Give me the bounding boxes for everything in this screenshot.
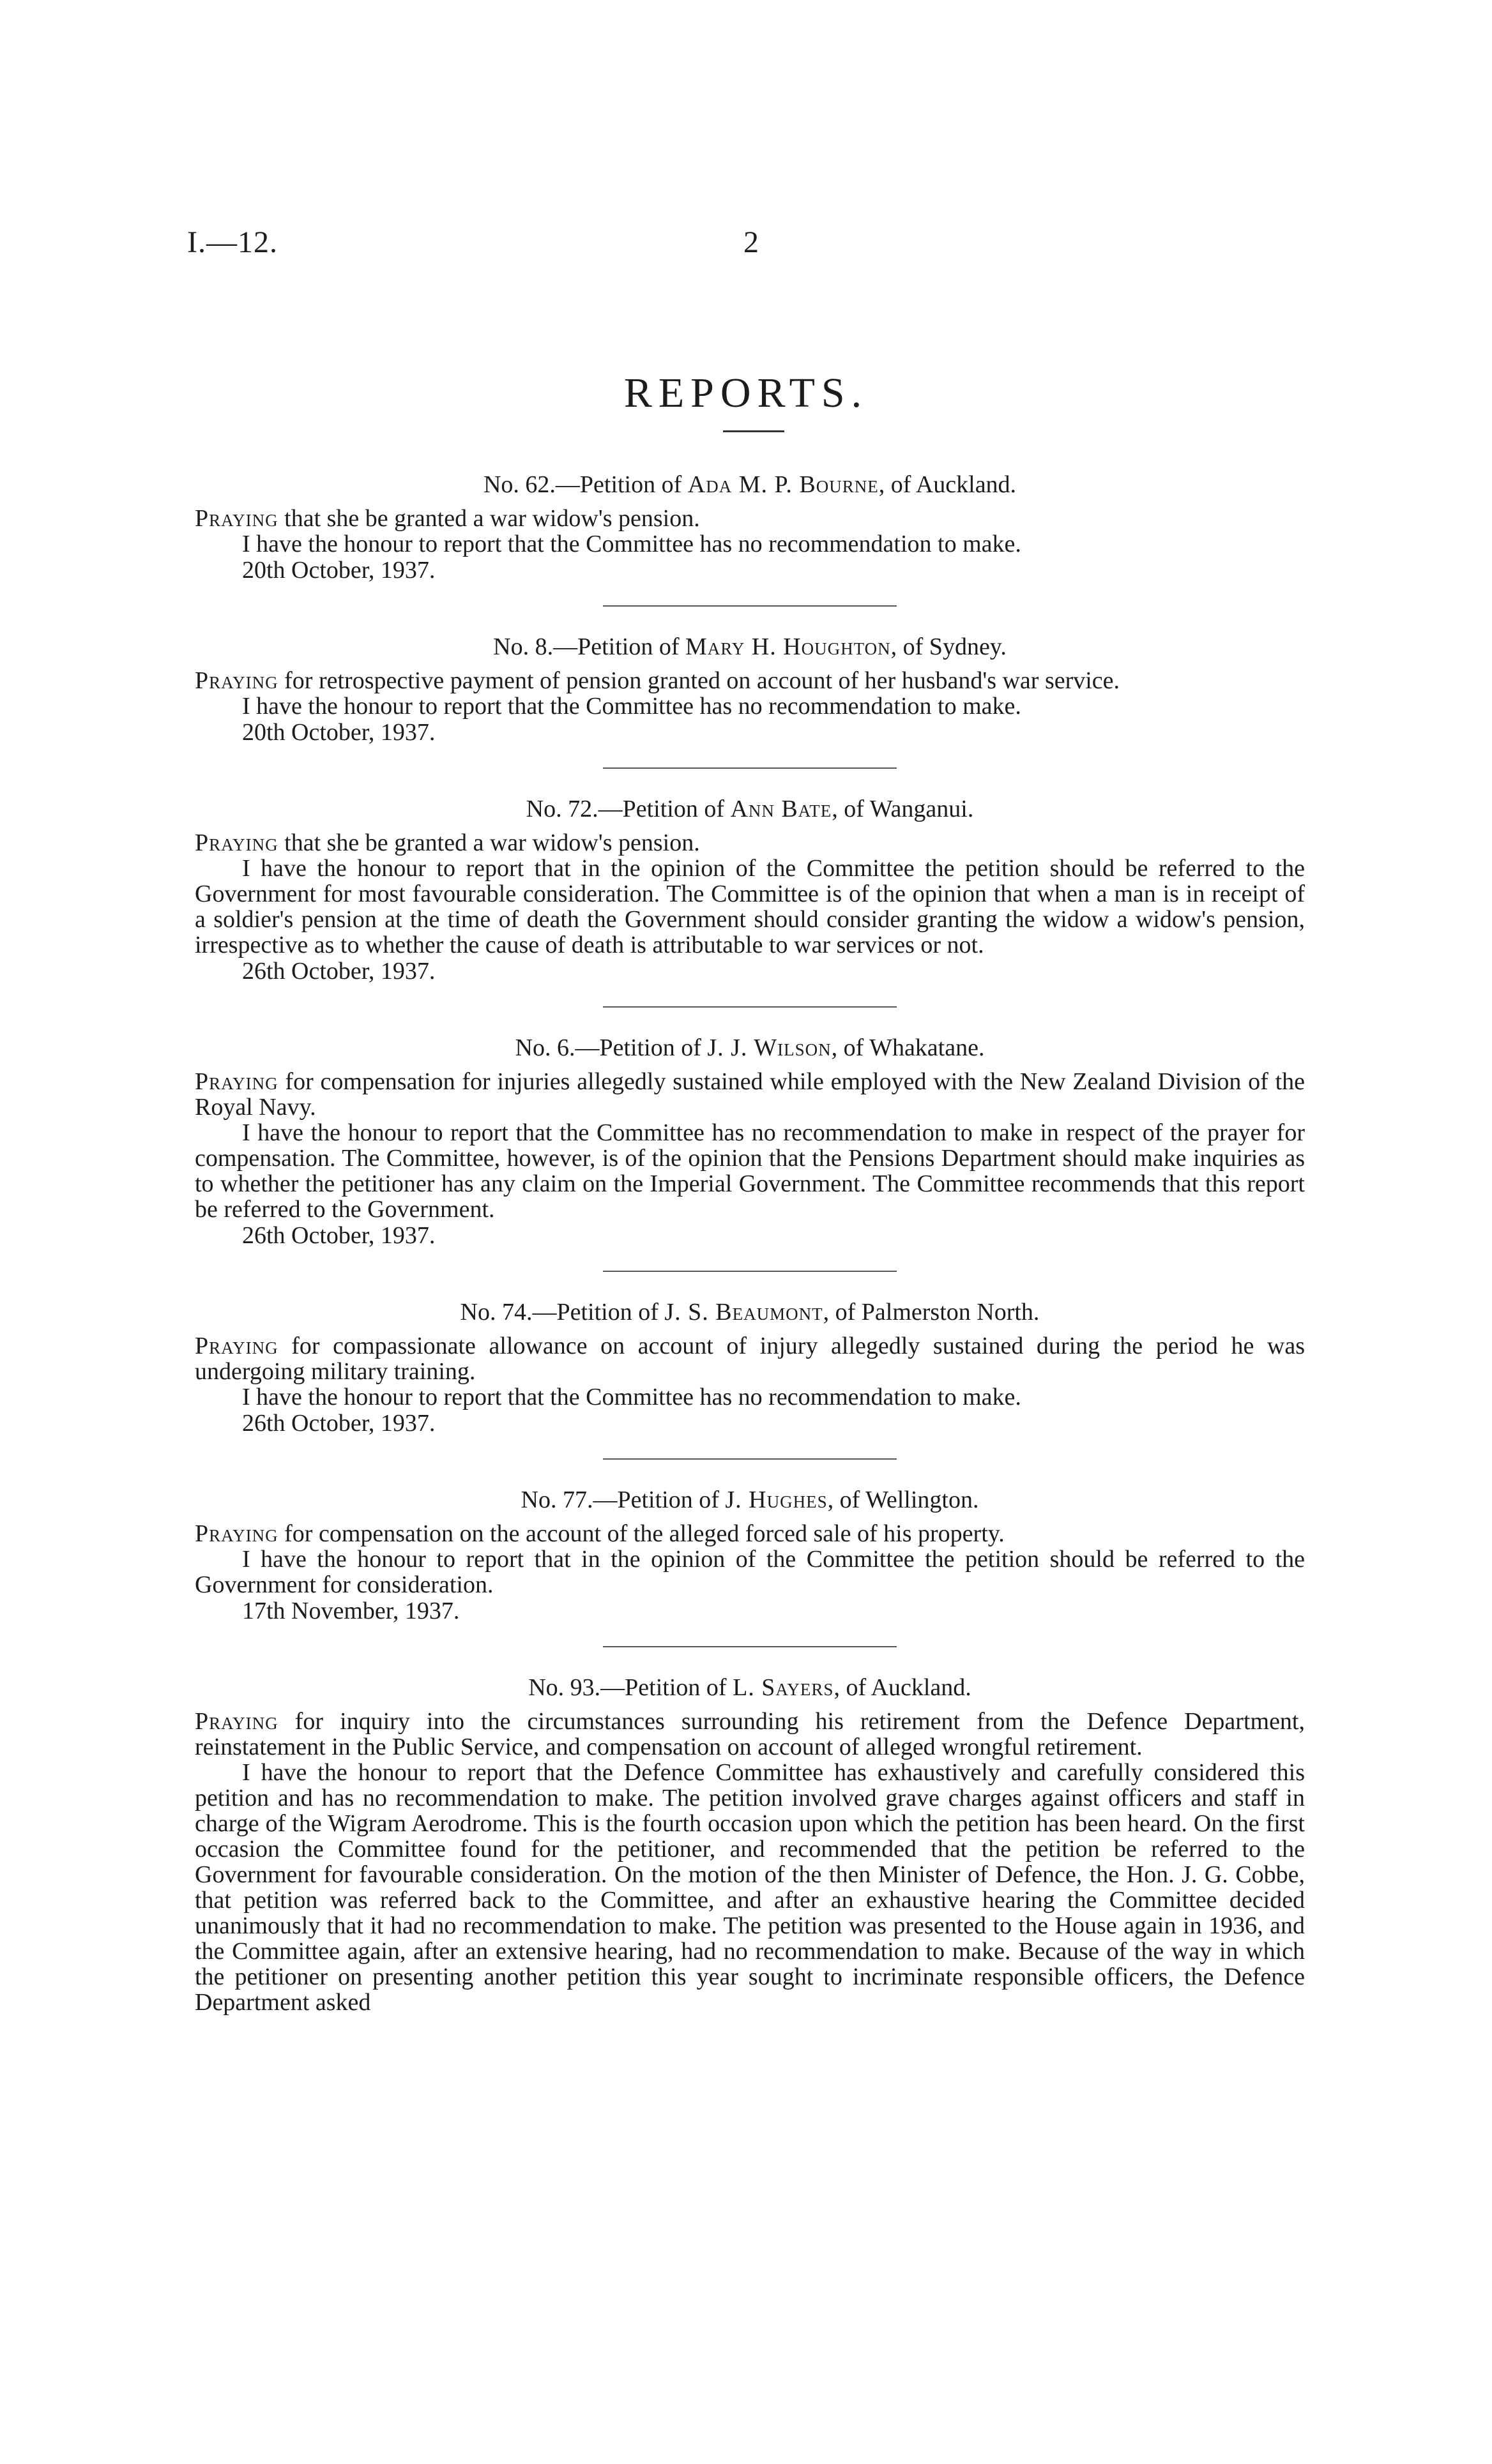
report-date: 26th October, 1937.	[242, 1222, 436, 1249]
praying-label: Praying	[195, 1520, 278, 1547]
report-date: 26th October, 1937.	[242, 1410, 436, 1437]
report-77	[195, 1484, 1305, 1624]
report-title	[195, 1484, 1305, 1516]
separator-rule	[603, 1646, 897, 1647]
report-title	[195, 1672, 1305, 1704]
petitioner-name: L. Sayers	[733, 1674, 834, 1701]
prayer-body: for compassionate allowance on account of injury allegedly sustained during the period he was undergoing military training.	[195, 1333, 1305, 1385]
report-title	[195, 793, 1305, 825]
prayer-body: for compensation for injuries allegedly sustained while employed with the New Zealand Division of the Royal Navy.	[195, 1068, 1305, 1121]
report-title	[195, 631, 1305, 663]
petitioner-name: Ann Bate	[730, 796, 832, 822]
petition-number: No. 6.—Petition of	[515, 1034, 708, 1061]
report-body: I have the honour to report that the Committee has no recommendation to make.	[242, 1384, 1021, 1410]
report-body: I have the honour to report that the Committee has no recommendation to make in respect of the prayer for compensation. The Committee, however, is of the opinion that the Pensions Department should make inquiries as to whether the petitioner has any claim on the Imperial Government. The Committee recommends that this report be referred to the Government.	[195, 1119, 1305, 1223]
reports-list	[195, 452, 1305, 2015]
praying-label: Praying	[195, 1708, 278, 1735]
prayer-body: for inquiry into the circumstances surrounding his retirement from the Defence Department, reinstatement in the Public Service, and compensation on account of alleged wrongful retirement.	[195, 1708, 1305, 1760]
petitioner-name: J. J. Wilson	[707, 1034, 832, 1061]
report-title	[195, 469, 1305, 501]
praying-label: Praying	[195, 829, 278, 856]
petitioner-name: Ada M. P. Bourne	[687, 471, 879, 498]
prayer-text	[195, 830, 1305, 856]
report-62	[195, 469, 1305, 584]
report-date: 26th October, 1937.	[242, 958, 436, 985]
separator-rule	[603, 1006, 897, 1008]
report-date: 20th October, 1937.	[242, 719, 436, 746]
report-title	[195, 1296, 1305, 1328]
page-number: 2	[743, 225, 759, 259]
separator-rule	[603, 1458, 897, 1460]
report-date: 20th October, 1937.	[242, 557, 436, 584]
report-93	[195, 1672, 1305, 2015]
report-body: I have the honour to report that in the opinion of the Committee the petition should be referred to the Government for most favourable consideration. The Committee is of the opinion that when a man is in receipt of a soldier's pension at the time of death the Government should consider granting the widow a widow's pension, irrespective as to whether the cause of death is attributable to war services or not.	[195, 855, 1305, 958]
prayer-text	[195, 1069, 1305, 1120]
petitioner-name: J. Hughes	[725, 1486, 828, 1513]
report-date: 17th November, 1937.	[242, 1598, 460, 1624]
prayer-body: that she be granted a war widow's pension.	[278, 505, 700, 532]
report-72	[195, 793, 1305, 985]
prayer-body: for retrospective payment of pension granted on account of her husband's war service.	[278, 667, 1120, 694]
praying-label: Praying	[195, 1333, 278, 1359]
separator-rule	[603, 767, 897, 769]
petition-number: No. 62.—Petition of	[483, 471, 688, 498]
prayer-text	[195, 1709, 1305, 1760]
report-6	[195, 1032, 1305, 1249]
petition-number: No. 74.—Petition of	[460, 1299, 665, 1326]
separator-rule	[603, 1271, 897, 1272]
prayer-text	[195, 1333, 1305, 1384]
separator-rule	[603, 605, 897, 607]
prayer-text	[195, 506, 1305, 531]
report-title	[195, 1032, 1305, 1064]
petitioner-place: , of Auckland.	[834, 1674, 971, 1701]
praying-label: Praying	[195, 667, 278, 694]
report-body: I have the honour to report that in the opinion of the Committee the petition should be referred to the Government for consideration.	[195, 1546, 1305, 1598]
report-body: I have the honour to report that the Committee has no recommendation to make.	[242, 693, 1021, 720]
petitioner-place: , of Auckland.	[878, 471, 1017, 498]
petition-number: No. 77.—Petition of	[521, 1486, 726, 1513]
report-74	[195, 1296, 1305, 1437]
prayer-body: that she be granted a war widow's pension.	[278, 829, 700, 856]
petitioner-place: , of Wellington.	[827, 1486, 979, 1513]
page-reference: I.—12.	[187, 225, 278, 259]
title-rule	[723, 430, 784, 432]
praying-label: Praying	[195, 505, 278, 532]
petition-number: No. 72.—Petition of	[526, 796, 731, 822]
praying-label: Praying	[195, 1068, 278, 1095]
petition-number: No. 93.—Petition of	[528, 1674, 733, 1701]
report-body: I have the honour to report that the Defence Committee has exhaustively and carefully considered this petition and has no recommendation to make. The petition involved grave charges against officers and staff in charge of the Wigram Aerodrome. This is the fourth occasion upon which the petition has been heard. On the first occasion the Committee found for the petitioner, and recommended that the petition be referred to the Government for favourable consideration. On the motion of the then Minister of Defence, the Hon. J. G. Cobbe, that petition was referred back to the Committee, and after an exhaustive hearing the Committee decided unanimously that it had no recommendation to make. The petition was presented to the House again in 1936, and the Committee again, after an extensive hearing, had no recommendation to make. Because of the way in which the petitioner on presenting another petition this year sought to incriminate responsible officers, the Defence Department asked	[195, 1759, 1305, 2016]
petitioner-name: Mary H. Houghton	[685, 633, 891, 660]
petitioner-place: , of Palmerston North.	[823, 1299, 1040, 1326]
prayer-body: for compensation on the account of the alleged forced sale of his property.	[278, 1520, 1005, 1547]
prayer-text	[195, 1521, 1305, 1546]
report-8	[195, 631, 1305, 746]
petitioner-place: , of Sydney.	[890, 633, 1007, 660]
petitioner-place: , of Wanganui.	[832, 796, 974, 822]
report-body: I have the honour to report that the Committee has no recommendation to make.	[242, 531, 1021, 557]
petitioner-name: J. S. Beaumont	[664, 1299, 823, 1326]
petitioner-place: , of Whakatane.	[831, 1034, 985, 1061]
page-title: REPORTS.	[623, 370, 869, 416]
prayer-text	[195, 668, 1305, 693]
petition-number: No. 8.—Petition of	[493, 633, 685, 660]
